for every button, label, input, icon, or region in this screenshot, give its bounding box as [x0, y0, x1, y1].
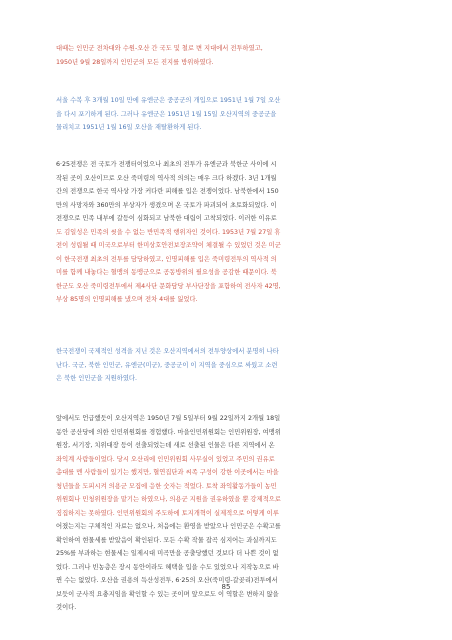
text-line: 만의 사망자와 360만의 부상자가 생겼으며 온 국토가 파괴되어 초토화되었다. 이 — [56, 201, 277, 209]
text-line: 뀐 수는 없었다. 오산읍 권용의 득산성전투, 6·25의 오산(죽미령-갈곶리)전투에서 — [56, 577, 278, 584]
text-line: 원장, 서기장, 치위대장 등이 선출되었는데 새로 선출된 인물은 다른 지역에서 온 — [56, 442, 275, 449]
text-line: 을 다시 포기하게 된다. 그러나 유엔군은 1951년 1월 15일 오산지역의 중공군을 — [56, 110, 277, 118]
text-line: 위원회나 민청위원장을 맡기는 하였으나, 의용군 지원을 권유하였을 뿐 강제적으로 — [56, 496, 281, 503]
text-line: 6·25전쟁은 전 국토가 전쟁터이었으나 최초의 전투가 유엔군과 북한군 사이에 시 — [56, 161, 277, 168]
text-line: 확인하여 현물세를 받았음이 확인된다. 모든 수확 작물 잡곡 심지어는 과실까지도 — [56, 536, 277, 544]
text-line: 보듯이 군사적 요충지임을 확인할 수 있는 곳이며 앞으로도 이 역할은 변하지 않을 — [56, 590, 279, 598]
paragraph-4 — [56, 345, 403, 386]
text-line: 좌익계 사람들이었다. 당시 오산리에 인민위원회 사무실이 있었고 주민의 권유로 — [56, 455, 275, 463]
paragraph-3 — [56, 158, 403, 307]
text-line: 앞에서도 언급했듯이 오산지역은 1950년 7월 5일부터 9월 22일까지 2개월 18일 — [56, 415, 281, 422]
text-line: 것이다. — [56, 604, 77, 611]
text-line: 한군도 오산 죽미령전투에서 제4사단 문화담당 부사단장을 포함하여 전사자 42명, — [56, 282, 281, 290]
page-number: 85 — [221, 583, 231, 591]
paragraph-2 — [56, 94, 403, 135]
text-line: 총대를 멘 사람들이 있기는 했지만, 혈연집단과 씨족 구성이 강한 이곳에서는 마을 — [56, 469, 279, 476]
text-line: 간의 전쟁으로 한국 역사상 가장 커다란 피해를 입은 전쟁이었다. 남북한에서 150 — [56, 188, 279, 195]
text-line: 전이 성립될 때 미국으로부터 한미상호안전보장조약이 체결될 수 있었던 것은 미군 — [56, 242, 281, 249]
text-line: 도 김일성은 민족의 씻을 수 없는 반민족적 행위자인 것이다. 1953년 7월 27일 휴 — [56, 228, 281, 236]
text-line: 었다. 그러나 빈농층은 장시 동안이라도 혜택을 입을 수도 있었으나 지작농으로 바 — [56, 563, 279, 571]
text-line: 난다. 국군, 북한 인민군, 유엔군(미군), 중공군이 이 지역을 중심으로 싸웠고 소련 — [56, 361, 278, 369]
text-line: 전쟁으로 민족 내부에 갈등이 심화되고 남북한 대립이 고착되었다. 이러한 이유로 — [56, 215, 277, 222]
paragraph-1 — [56, 42, 403, 69]
text-line: 25%를 부과하는 현물세는 일제시대 미곡만을 공출당했던 것보다 더 나쁜 것이 없 — [56, 550, 279, 557]
text-line: 작된 곳이 오산이므로 오산 죽미령의 역사적 의의는 매우 크다 하겠다. 3년 1개월 — [56, 174, 277, 182]
text-line: 이 한국전쟁 최초의 전투를 담당하였고, 인명피해를 입은 죽미령전투의 역사적 의 — [56, 255, 277, 263]
text-line: 서울 수복 후 3개월 10일 만에 유엔군은 중공군의 개입으로 1951년 1월 7일 오산 — [56, 97, 281, 104]
text-line: 징집하지는 못하였다. 인민위원회의 주도하에 토지개혁이 실제적으로 어떻게 이루 — [56, 509, 279, 517]
text-line: 한국전쟁이 국제적인 성격을 지닌 것은 오산지역에서의 전투양상에서 분명히 나타 — [56, 348, 279, 355]
text-line: 1950년 9월 28일까지 인민군의 모든 진지를 방위하였다. — [56, 58, 214, 66]
text-line: 미를 함께 내놓다는 혈맹의 동맹군으로 공동방위의 필요성을 공감한 때문이다. 북 — [56, 269, 277, 276]
text-line: 청년들을 도피시켜 의용군 모집에 응한 숫자는 적었다. 토착 좌익활동가들이 농민 — [56, 482, 277, 490]
text-line: 동안 공산당에 의한 인민위원회를 경험했다. 마을인민위원회는 인민위원장, 여맹위 — [56, 428, 281, 436]
text-line: 부상 85명의 인명피해를 냈으며 전차 4대를 잃었다. — [56, 296, 198, 303]
text-line: 어졌는지는 구체적인 자료는 없으나, 처음에는 환영을 받았으나 인민군은 수확고를 — [56, 523, 281, 530]
text-line: 물리치고 1951년 1월 16일 오산을 재탈환하게 된다. — [56, 124, 202, 131]
text-line: 대때는 인민군 전차대와 수원-오산 간 국도 및 철로 변 지대에서 전투하였고, — [56, 45, 263, 52]
text-line: 은 북한 인민군을 지원하였다. — [56, 375, 137, 382]
